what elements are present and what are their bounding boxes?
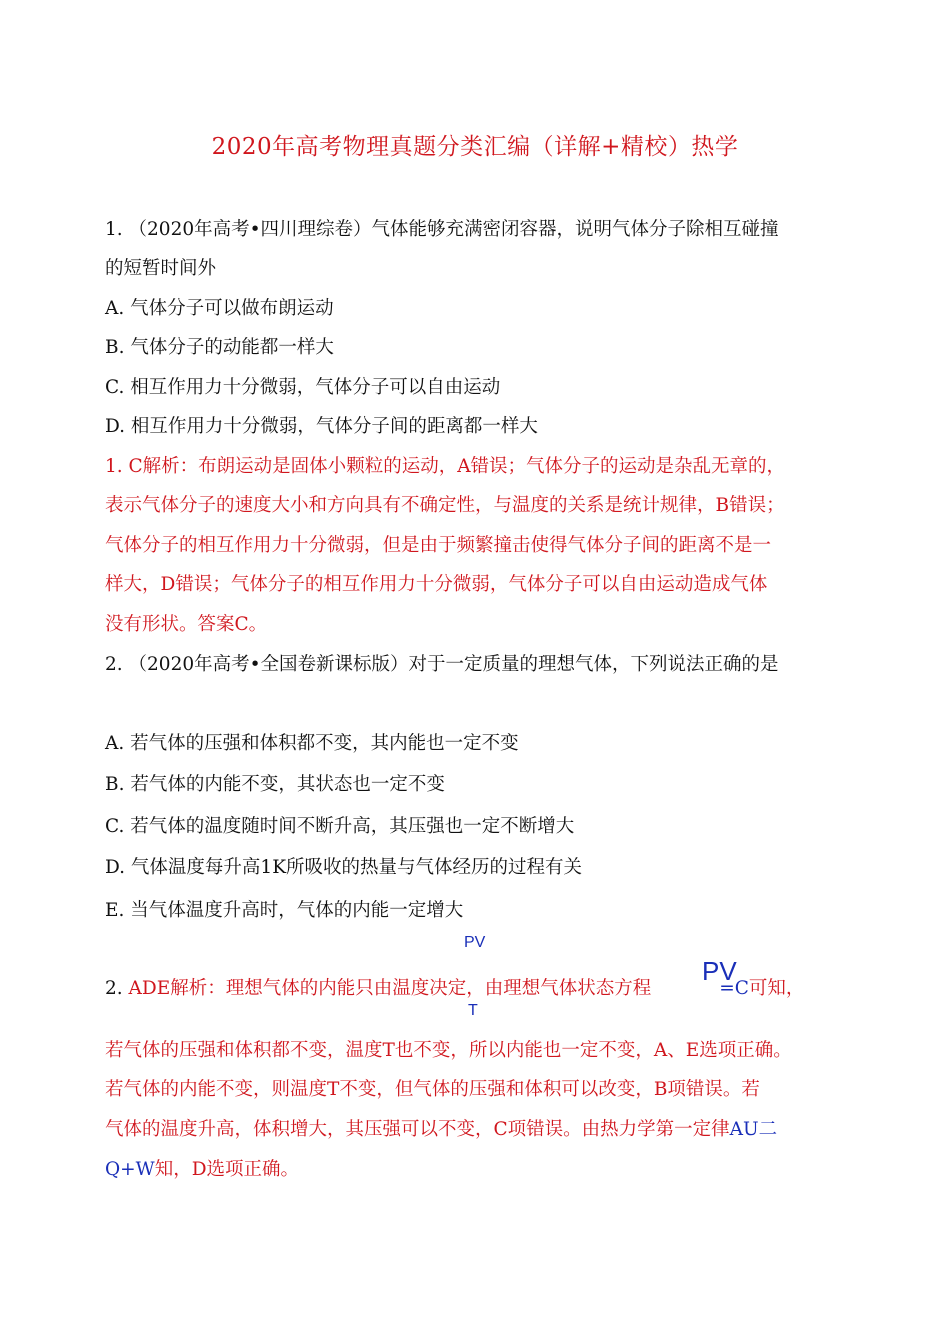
- q2-answer-line-4: [105, 1118, 777, 1142]
- q1-option-d: D. 相互作用力十分微弱，气体分子间的距离都一样大: [105, 416, 538, 437]
- formula-numerator-pv: PV: [464, 934, 486, 951]
- q2-formula-delta-u: AU二: [729, 1119, 778, 1140]
- q1-answer-line-2: 表示气体分子的速度大小和方向具有不确定性，与温度的关系是统计规律，B错误；: [105, 495, 785, 516]
- q1-option-a: A. 气体分子可以做布朗运动: [105, 298, 334, 319]
- q2-answer-line-3: 若气体的内能不变，则温度T不变，但气体的压强和体积可以改变，B项错误。若: [105, 1079, 760, 1100]
- q2-option-e: E. 当气体温度升高时，气体的内能一定增大: [105, 900, 464, 921]
- q2-option-c: C. 若气体的温度随时间不断升高，其压强也一定不断增大: [105, 816, 575, 837]
- q1-stem-line-1: 1. （2020年高考•四川理综卷）气体能够充满密闭容器，说明气体分子除相互碰撞: [105, 219, 779, 240]
- q2-answer-line-1: [105, 977, 804, 1001]
- q2-answer-intro-tail: 可知，: [748, 978, 805, 999]
- q2-formula-equals-c: =C: [719, 978, 749, 999]
- q2-formula-q-plus-w: Q+W: [105, 1159, 155, 1180]
- q2-answer-line-5: [105, 1158, 299, 1182]
- q2-answer-intro: ADE解析：理想气体的内能只由温度决定，由理想气体状态方程: [128, 978, 652, 999]
- q1-option-b: B. 气体分子的动能都一样大: [105, 337, 334, 358]
- q2-answer-number: 2.: [105, 978, 129, 999]
- q2-option-b: B. 若气体的内能不变，其状态也一定不变: [105, 774, 445, 795]
- q1-option-c: C. 相互作用力十分微弱，气体分子可以自由运动: [105, 377, 501, 398]
- q1-stem-line-2: 的短暂时间外: [105, 258, 217, 279]
- page-title: 2020年高考物理真题分类汇编（详解+精校）热学: [211, 134, 739, 160]
- formula-denominator-t: T: [468, 1002, 478, 1019]
- q2-answer-line-4-text: 气体的温度升高，体积增大，其压强可以不变，C项错误。由热力学第一定律: [105, 1119, 730, 1140]
- q2-option-a: A. 若气体的压强和体积都不变，其内能也一定不变: [105, 733, 519, 754]
- formula-pv-large: PV: [702, 956, 737, 986]
- q2-answer-line-2: 若气体的压强和体积都不变，温度T也不变，所以内能也一定不变，A、E选项正确。: [105, 1040, 792, 1061]
- q2-option-d: D. 气体温度每升高1K所吸收的热量与气体经历的过程有关: [105, 857, 583, 878]
- q1-answer-line-3: 气体分子的相互作用力十分微弱，但是由于频繁撞击使得气体分子间的距离不是一: [105, 535, 772, 556]
- q1-answer-line-1: 1. C解析：布朗运动是固体小颗粒的运动，A错误；气体分子的运动是杂乱无章的，: [105, 456, 786, 477]
- q1-answer-line-5: 没有形状。答案C。: [105, 614, 268, 635]
- q1-answer-line-4: 样大，D错误；气体分子的相互作用力十分微弱，气体分子可以自由运动造成气体: [105, 574, 768, 595]
- q2-answer-conclusion: 知，D选项正确。: [154, 1159, 300, 1180]
- q2-stem-line-1: 2. （2020年高考•全国卷新课标版）对于一定质量的理想气体，下列说法正确的是: [105, 654, 779, 675]
